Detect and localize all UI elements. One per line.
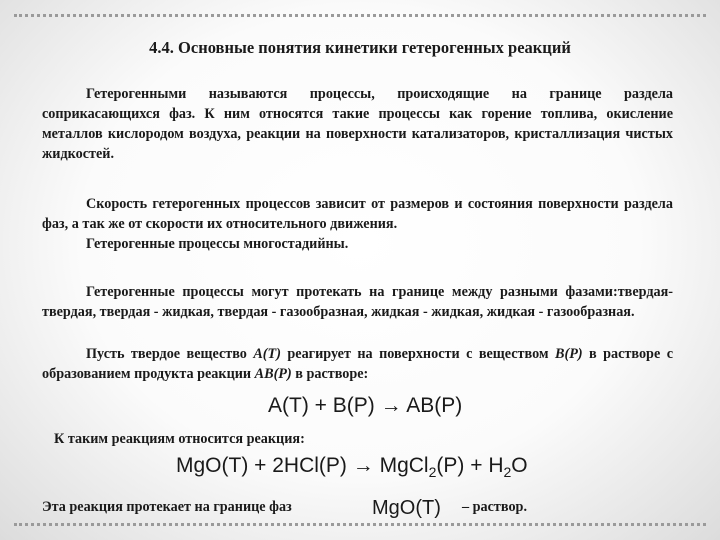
formula-mgo-right: O: [511, 454, 528, 477]
top-dotted-border: [14, 14, 706, 17]
formula-mgo-sub1: 2: [428, 464, 437, 481]
paragraph-phases: Гетерогенные процессы могут протекать на границе между разными фазами:твердая-твердая, твердая - жидкая, твердая - газообразная, жидкая - жидкая, жидкая - газообразная.: [42, 284, 673, 320]
paragraph-definition: Гетерогенными называются процессы, происходящие на границе раздела соприкасающихся фаз. К ним относятся такие процессы как горение топлива, окисление металлов кислородом воздуха, реакции на поверхности катализаторов, кристаллизация чистых жидкостей.: [42, 86, 673, 162]
example-text-2: реагирует на поверхности с веществом: [280, 346, 555, 362]
substance-a: A(T): [253, 346, 281, 362]
substance-b: B(P): [555, 346, 583, 362]
paragraph-multistage: Гетерогенные процессы многостадийны.: [86, 236, 349, 252]
solution-suffix: – раствор.: [462, 499, 527, 515]
formula-mgo-sub2: 2: [503, 464, 512, 481]
phase-boundary-text: Эта реакция протекает на границе фаз: [42, 499, 292, 515]
mgo-inline-formula: MgO(T): [372, 497, 441, 519]
reaction-formula-general: A(T) + B(P) → AB(P): [268, 394, 463, 417]
formula-mgo-left: MgO(T) + 2HCl(P) → MgCl: [176, 454, 429, 477]
formula-mgo-mid: (P) + H: [436, 454, 504, 477]
example-text-4: в растворе:: [291, 366, 369, 382]
bottom-dotted-border: [14, 523, 706, 526]
example-text-1: Пусть твердое вещество: [86, 346, 254, 362]
product-ab: AB(P): [254, 366, 292, 382]
reaction-formula-mgo: [176, 454, 528, 480]
paragraph-example: [42, 344, 673, 384]
slide-title: 4.4. Основные понятия кинетики гетерогенных реакций: [149, 38, 571, 57]
such-reactions-label: К таким реакциям относится реакция:: [54, 431, 305, 447]
example-text-3: в растворе с образованием продукта реакции: [42, 346, 673, 382]
paragraph-rate: Скорость гетерогенных процессов зависит от размеров и состояния поверхности раздела фаз, а так же от скорости их относительного движения.: [42, 196, 673, 232]
